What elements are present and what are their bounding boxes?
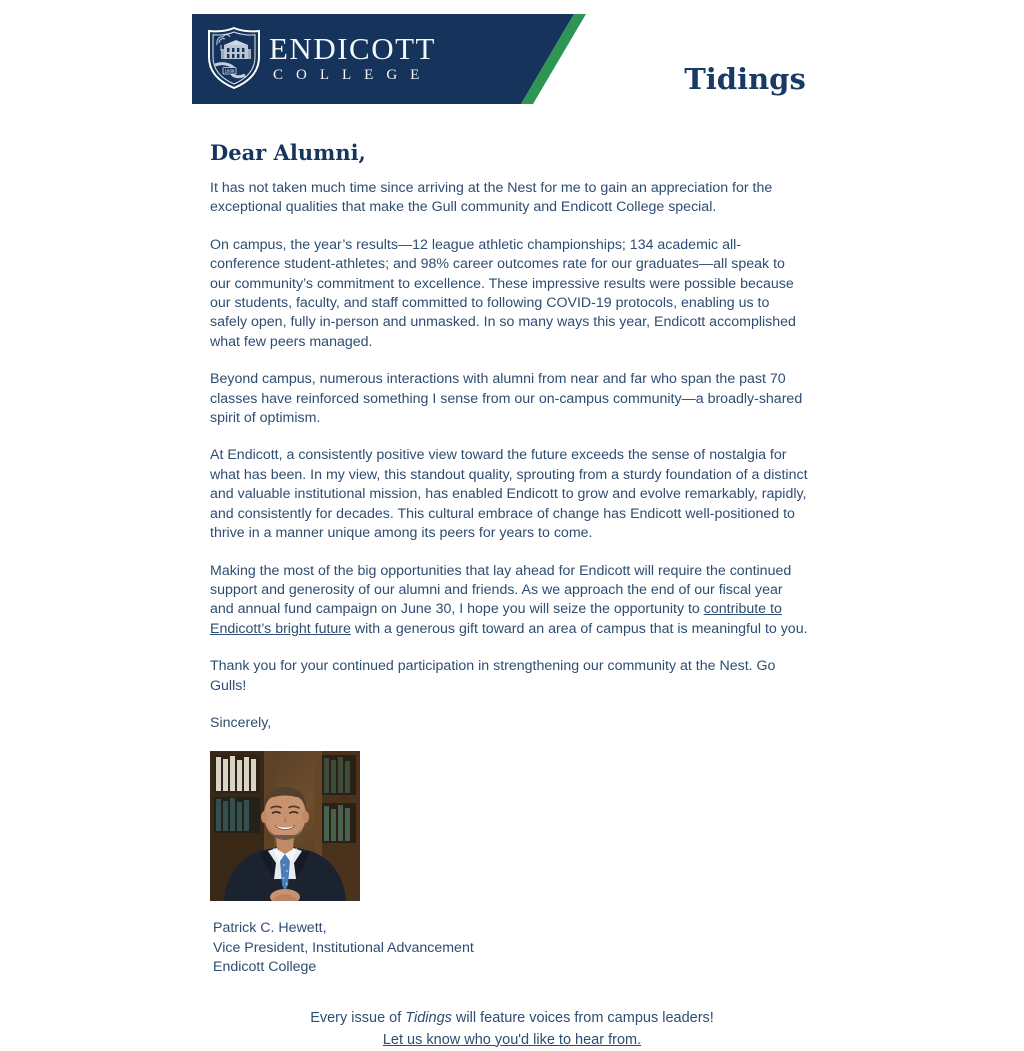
paragraph-intro: It has not taken much time since arriving at the Nest for me to gain an appreciation for the exceptional qualities that make the Gull community and Endicott College special. — [210, 180, 773, 216]
founded-year: 1939 — [224, 68, 235, 74]
header-banner — [192, 14, 832, 104]
appeal-text-before: Making the most of the big opportunities that lay ahead for Endicott will require the continued support and generosity of our alumni and friends. As we approach the end of our fiscal year and annual fund campaign on June 30, I hope you will seize the opportunity to — [210, 562, 792, 618]
salutation: Dear Alumni, — [210, 140, 366, 165]
footer-link-row — [192, 1029, 832, 1051]
logo-wordmark — [269, 30, 436, 84]
paragraph-appeal — [210, 562, 808, 640]
paragraph-positive-view: At Endicott, a consistently positive view toward the future exceeds the sense of nostalgia for what has been. In my view, this standout quality, sprouting from a sturdy foundation of a distinct and valuable institutional mission, has enabled Endicott to grow and evolve remarkably, rapidly, and consistently for decades. This cultural embrace of change has Endicott well-positioned to thrive in a manner unique among its peers for years to come. — [210, 447, 808, 542]
endicott-college-logo — [207, 27, 436, 89]
footer — [192, 1007, 832, 1051]
footer-tagline-before: Every issue of — [310, 1009, 406, 1026]
footer-tagline-after: will feature voices from campus leaders! — [451, 1009, 714, 1026]
contribute-link[interactable]: contribute to Endicott’s bright future — [210, 601, 782, 637]
letter-body — [192, 140, 832, 978]
newsletter-title: Tidings — [684, 62, 806, 96]
logo-institution-name: ENDICOTT — [269, 30, 436, 66]
shield-crest-icon — [207, 27, 261, 89]
signature-organization: Endicott College — [213, 959, 317, 976]
suggest-speaker-link[interactable]: Let us know who you'd like to hear from. — [382, 1031, 642, 1048]
email-newsletter — [192, 14, 832, 1051]
paragraph-alumni-optimism: Beyond campus, numerous interactions with alumni from near and far who span the past 70 classes have reinforced something I sense from our on-campus community—a broadly-shared spirit of optimism. — [210, 371, 803, 427]
signature-title: Vice President, Institutional Advancement — [213, 939, 474, 956]
sign-off: Sincerely, — [210, 714, 272, 731]
footer-tagline — [192, 1007, 832, 1029]
appeal-text-after: with a generous gift toward an area of campus that is meaningful to you. — [350, 620, 808, 637]
signature-name: Patrick C. Hewett, — [213, 920, 327, 937]
paragraph-thanks: Thank you for your continued participation in strengthening our community at the Nest. Go Gulls! — [210, 658, 776, 694]
footer-tagline-newsletter-name: Tidings — [405, 1009, 452, 1026]
paragraph-campus-results: On campus, the year’s results—12 league athletic championships; 134 academic all-conference student-athletes; and 98% career outcomes rate for our graduates—all speak to our community’s commitment to excellence. These impressive results were possible because our students, faculty, and staff committed to following COVID-19 protocols, enabling us to safely open, fully in-person and unmasked. In so many ways this year, Endicott accomplished what few peers managed. — [210, 236, 796, 350]
signature-block — [210, 919, 808, 977]
portrait-photo — [210, 751, 360, 901]
logo-institution-subname: COLLEGE — [273, 66, 433, 83]
